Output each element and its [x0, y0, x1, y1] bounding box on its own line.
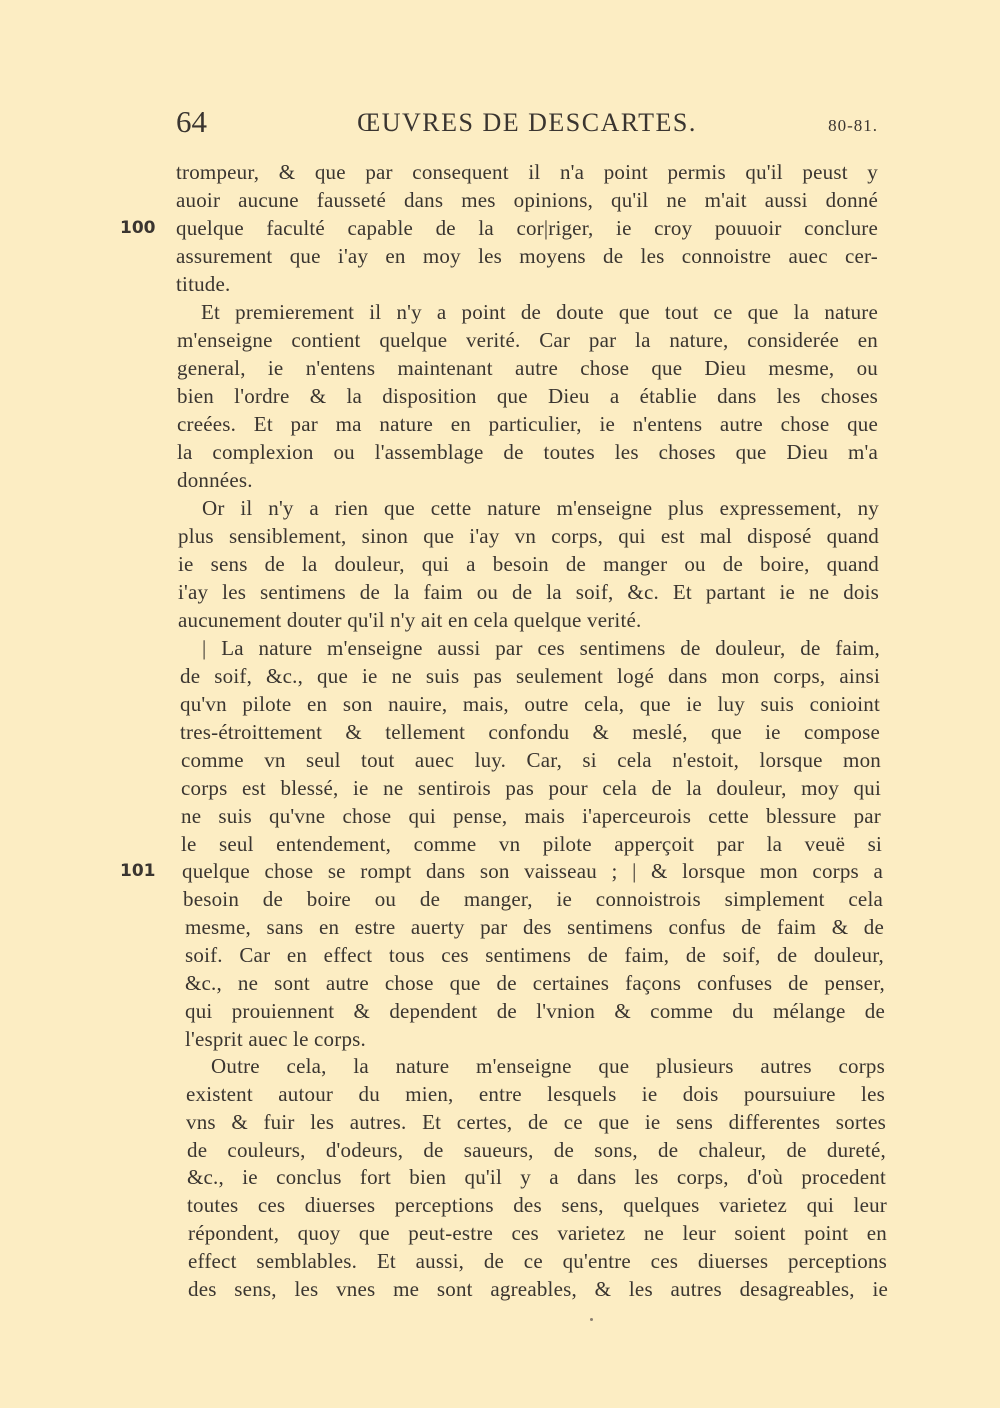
text-line: toutes ces diuerses perceptions des sens, quelques varietez qui leur: [187, 1193, 887, 1217]
text-line: vns & fuir les autres. Et certes, de ce que ie sens differentes sortes: [186, 1110, 886, 1134]
text-line: &c., ie conclus fort bien qu'il y a dans les corps, d'où procedent: [187, 1165, 886, 1189]
text-line: plus sensiblement, sinon que i'ay vn corps, qui est mal disposé quand: [178, 524, 879, 548]
text-line: creées. Et par ma nature en particulier, ie n'entens autre chose que: [177, 412, 878, 436]
text-line: des sens, les vnes me sont agreables, & les autres desagreables, ie: [188, 1277, 888, 1301]
text-line: de soif, &c., que ie ne suis pas seulement logé dans mon corps, ainsi: [180, 664, 880, 688]
text-line: i'ay les sentimens de la faim ou de la soif, &c. Et partant ie ne dois: [178, 580, 879, 604]
text-line: &c., ne sont autre chose que de certaines façons confuses de penser,: [185, 971, 885, 995]
text-line: qui prouiennent & dependent de l'vnion & comme du mélange de: [185, 999, 885, 1023]
text-line: Outre cela, la nature m'enseigne que plusieurs autres corps: [211, 1054, 885, 1078]
print-speck: [590, 1318, 593, 1321]
text-line: titude.: [176, 272, 231, 296]
text-line: Et premierement il n'y a point de doute que tout ce que la nature: [201, 300, 878, 324]
text-line: quelque chose se rompt dans son vaisseau ; | & lorsque mon corps a: [182, 859, 883, 883]
text-line: quelque faculté capable de la cor|riger, ie croy pouuoir conclure: [176, 216, 878, 240]
margin-number: 101: [120, 861, 156, 881]
text-line: la complexion ou l'assemblage de toutes les choses que Dieu m'a: [177, 440, 878, 464]
text-line: données.: [177, 468, 253, 492]
text-line: | La nature m'enseigne aussi par ces sentimens de douleur, de faim,: [202, 636, 880, 660]
text-line: mesme, sans en estre auerty par des sentimens confus de faim & de: [185, 915, 884, 939]
text-line: qu'vn pilote en son nauire, mais, outre cela, que ie luy suis conioint: [180, 692, 880, 716]
text-line: l'esprit auec le corps.: [185, 1027, 366, 1051]
page-number: 64: [176, 104, 207, 139]
page-reference: 80-81.: [828, 116, 878, 135]
text-line: répondent, quoy que peut-estre ces varietez ne leur soient point en: [188, 1221, 887, 1245]
text-line: general, ie n'entens maintenant autre chose que Dieu mesme, ou: [177, 356, 878, 380]
text-line: auoir aucune fausseté dans mes opinions, qu'il ne m'ait aussi donné: [176, 188, 878, 212]
text-line: comme vn seul tout auec luy. Car, si cela n'estoit, lorsque mon: [181, 748, 881, 772]
text-line: assurement que i'ay en moy les moyens de les connoistre auec cer-: [176, 244, 878, 268]
text-line: aucunement douter qu'il n'y ait en cela quelque verité.: [178, 608, 642, 632]
text-line: soif. Car en effect tous ces sentimens de faim, de soif, de douleur,: [185, 943, 884, 967]
text-line: existent autour du mien, entre lesquels ie dois poursuiure les: [186, 1082, 885, 1106]
running-title: ŒUVRES DE DESCARTES.: [357, 108, 697, 137]
text-line: Or il n'y a rien que cette nature m'enseigne plus expressement, ny: [202, 496, 879, 520]
text-line: trompeur, & que par consequent il n'a point permis qu'il peust y: [176, 160, 878, 184]
text-line: effect semblables. Et aussi, de ce qu'entre ces diuerses perceptions: [188, 1249, 887, 1273]
text-line: de couleurs, d'odeurs, de saueurs, de sons, de chaleur, de dureté,: [187, 1138, 886, 1162]
text-line: le seul entendement, comme vn pilote apperçoit par la veuë si: [181, 832, 882, 856]
text-line: corps est blessé, ie ne sentirois pas pour cela de la douleur, moy qui: [181, 776, 881, 800]
margin-number: 100: [120, 218, 156, 238]
text-line: besoin de boire ou de manger, ie connoistrois simplement cela: [183, 887, 883, 911]
running-header: [176, 104, 878, 144]
text-line: ie sens de la douleur, qui a besoin de manger ou de boire, quand: [178, 552, 879, 576]
text-line: bien l'ordre & la disposition que Dieu a établie dans les choses: [177, 384, 878, 408]
text-line: tres-étroittement & tellement confondu & meslé, que ie compose: [180, 720, 880, 744]
text-line: m'enseigne contient quelque verité. Car par la nature, considerée en: [177, 328, 878, 352]
text-line: ne suis qu'vne chose qui pense, mais i'aperceurois cette blessure par: [181, 804, 881, 828]
